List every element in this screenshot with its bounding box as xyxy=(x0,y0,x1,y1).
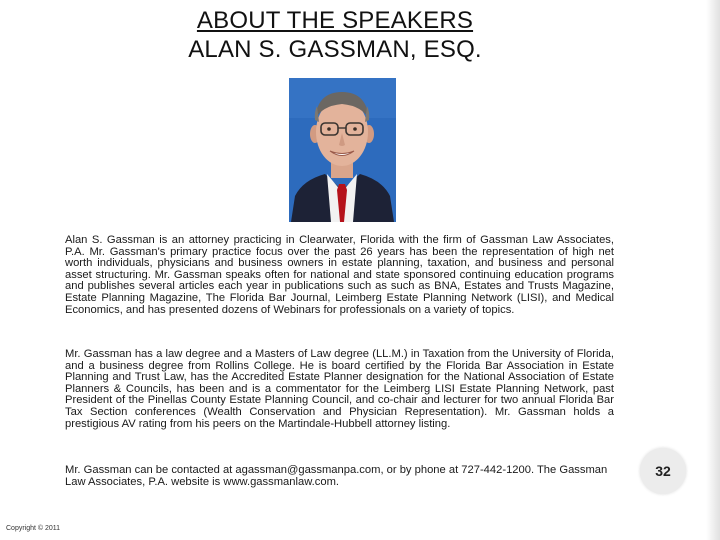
page-number: 32 xyxy=(655,463,671,479)
bio-paragraph-2: Mr. Gassman has a law degree and a Masters of Law degree (LL.M.) in Taxation from the University of Florida, and a business degree from Rollins College. He is board certified by the Florida Bar Association in Estate Planning and Trust Law, has the Accredited Estate Planner designation for the National Association of Estate Planners & Councils, has been and is a commentator for the Leimberg LISI Estate Planning Network, past President of the Pinellas County Estate Planning Council, and co-chair and lecturer for two annual Florida Bar Tax Section conferences (Wealth Conservation and Physician Representation). Mr. Gassman holds a prestigious AV rating from his peers on the Martindale-Hubbell attorney listing. xyxy=(65,348,614,430)
slide-edge-shadow xyxy=(706,0,720,540)
bio-paragraph-1: Alan S. Gassman is an attorney practicing in Clearwater, Florida with the firm of Gassman Law Associates, P.A. Mr. Gassman's primary practice focus over the past 26 years has been the representation of high net worth individuals, physicians and business owners in estate planning, taxation, and business and personal asset structuring. Mr. Gassman speaks often for national and state sponsored continuing education programs and publishes several articles each year in publications such as such as BNA, Estates and Trusts Magazine, Estate Planning Magazine, The Florida Bar Journal, Leimberg Estate Planning Network (LISI), and Medical Economics, and has presented dozens of Webinars for professionals on a variety of topics. xyxy=(65,234,614,316)
speaker-photo xyxy=(289,78,396,222)
slide-subtitle: ALAN S. GASSMAN, ESQ. xyxy=(188,36,482,63)
bio-paragraph-3: Mr. Gassman can be contacted at agassman@gassmanpa.com, or by phone at 727-442-1200. The Gassman Law Associates, P.A. website is www.gassmanlaw.com. xyxy=(65,464,608,488)
slide-title: ABOUT THE SPEAKERS xyxy=(196,7,474,34)
title-block xyxy=(0,6,670,64)
page-number-badge xyxy=(640,448,686,494)
copyright-notice: Copyright © 2011 xyxy=(6,525,61,532)
